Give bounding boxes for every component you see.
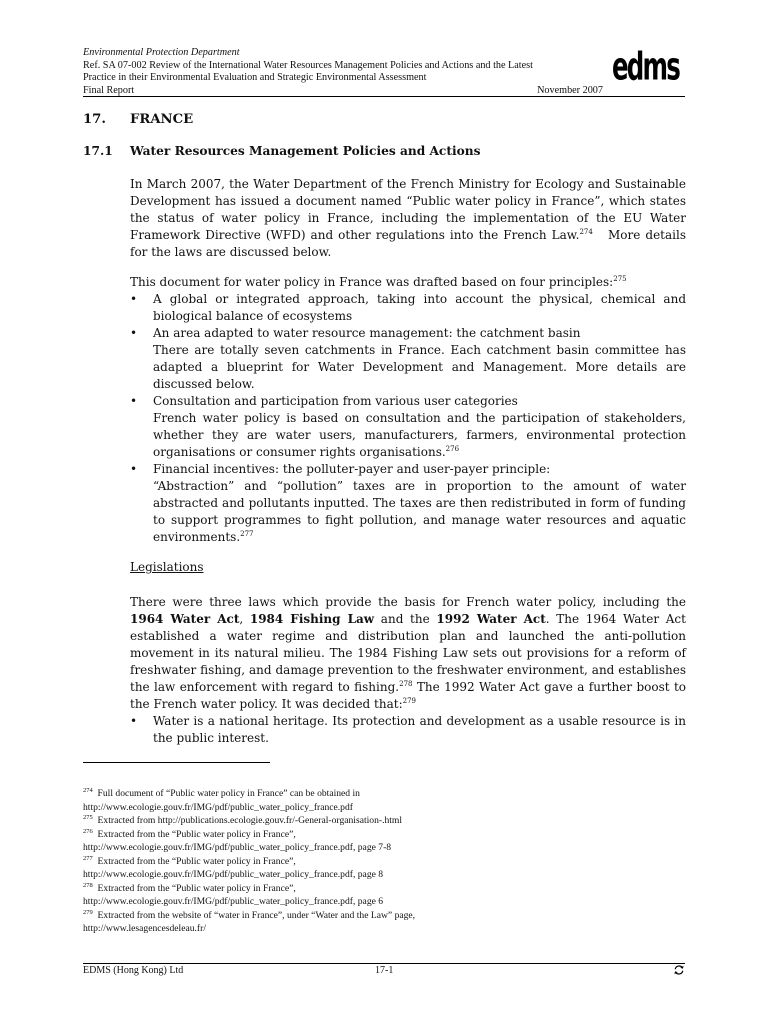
edms-logo: edms [612, 45, 680, 90]
list-item [130, 325, 686, 393]
section-title: FRANCE [130, 112, 194, 127]
principles-intro: This document for water policy in France was drafted based on four principles:$^{275}$ [130, 275, 627, 289]
principles-list [130, 291, 686, 546]
footnote-277: $^{277}$ Extracted from the “Public water policy in France”, [83, 854, 296, 867]
footnote-279: $^{279}$ Extracted from the website of “water in France”, under “Water and the Law” page, [83, 908, 416, 921]
principle-detail: “Abstraction” and “pollution” taxes are in proportion to the amount of water abstracted and pollutants inputted. The taxes are then redistributed in form of funding to support programmes to fight pollution, and manage water resources and aquatic environments. [153, 479, 686, 544]
recycle-icon [673, 964, 685, 976]
subsection-heading [83, 144, 480, 158]
law-1984-fishing-law: 1984 Fishing Law [249, 612, 375, 626]
footnote-ref-275[interactable]: 275 [613, 275, 627, 283]
footnote-277-url[interactable]: http://www.ecologie.gouv.fr/IMG/pdf/public_water_policy_france.pdf, page 8 [83, 869, 384, 880]
principle-detail-wrap [153, 478, 686, 546]
law-1964-water-act: 1964 Water Act [130, 612, 240, 626]
principle-head: A global or integrated approach, taking into account the physical, chemical and biological balance of ecosystems [153, 292, 686, 323]
footnote-278: $^{278}$ Extracted from the “Public water policy in France”, [83, 881, 296, 894]
header-department: Environmental Protection Department [83, 47, 240, 58]
footnote-ref-277[interactable]: 277 [240, 530, 254, 538]
footnote-274: $^{274}$ Full document of “Public water policy in France” can be obtained in [83, 786, 360, 799]
footer-page-number: 17-1 [375, 965, 394, 976]
principle-detail: French water policy is based on consultation and the participation of stakeholders, whether they are water users, manufacturers, farmers, environmental protection organisations or consumer rights organisations. [153, 411, 686, 459]
footnote-ref-279[interactable]: 279 [402, 697, 416, 705]
section-number: 17. [83, 112, 106, 127]
legislations-paragraph: There were three laws which provide the basis for French water policy, including the 1964 Water Act, 1984 Fishing Law and the 1992 Water Act. The 1964 Water Act established a water regime and distribution plan and launched the anti-pollution movement in its natural milieu. The 1984 Fishing Law sets out provisions for a reform of freshwater fishing, and damage prevention to the freshwater environment, and establishes the law enforcement with regard to fishing.$^{278}$ The 1992 Water Act gave a further boost to the French water policy. It was decided that:$^{279}$ • Water is a national heritage. Its protection and development as a usable resource is in the public interest. [130, 594, 686, 747]
principle-head: • An area adapted to water resource management: the catchment basin [153, 326, 581, 340]
principle-detail: There are totally seven catchments in France. Each catchment basin committee has adapted a blueprint for Water Development and Management. More details are discussed below. [153, 343, 686, 391]
header-ref-line1: Ref. SA 07-002 Review of the International Water Resources Management Policies and Actions and the Latest [83, 59, 533, 71]
footnote-ref-274[interactable]: 274 [579, 228, 593, 236]
list-item [130, 393, 686, 461]
principle-detail-wrap [153, 410, 686, 461]
footnote-276-url[interactable]: http://www.ecologie.gouv.fr/IMG/pdf/public_water_policy_france.pdf, page 7-8 [83, 842, 392, 853]
intro-paragraph [130, 176, 686, 261]
legislations-list [130, 713, 686, 747]
principle-head: • Consultation and participation from various user categories [153, 394, 518, 408]
page-header [83, 47, 603, 97]
header-report-type: Final Report [83, 84, 135, 96]
footnote-divider [83, 762, 270, 763]
footnote-275: $^{275}$ Extracted from http://publications.ecologie.gouv.fr/-General-organisation-.html [83, 813, 403, 826]
footer-divider [83, 963, 685, 964]
footnote-274-url[interactable]: http://www.ecologie.gouv.fr/IMG/pdf/public_water_policy_france.pdf [83, 801, 353, 813]
subsection-number: 17.1 [83, 144, 113, 158]
list-item [130, 461, 686, 546]
intro-text-after: More details for the laws are discussed below. [130, 228, 686, 259]
header-divider [83, 96, 685, 97]
footnote-ref-276[interactable]: 276 [445, 445, 460, 453]
footnote-ref-278[interactable]: 278 [399, 680, 413, 688]
subsection-title: Water Resources Management Policies and Actions [130, 144, 481, 158]
list-item: • Water is a national heritage. Its protection and development as a usable resource is in the public interest. [130, 713, 686, 747]
section-heading [83, 112, 193, 127]
footnote-278-url[interactable]: http://www.ecologie.gouv.fr/IMG/pdf/public_water_policy_france.pdf, page 6 [83, 896, 384, 907]
list-item [130, 291, 686, 325]
footnote-276: $^{276}$ Extracted from the “Public water policy in France”, [83, 827, 296, 840]
header-date: November 2007 [537, 84, 603, 96]
footer-company: EDMS (Hong Kong) Ltd [83, 965, 184, 976]
intro-text: In March 2007, the Water Department of the French Ministry for Ecology and Sustainable Development has issued a document named “Public water policy in France”, which states the status of water policy in France, including the implementation of the EU Water Framework Directive (WFD) and other regulations into the French Law. [130, 177, 686, 242]
footnotes [83, 787, 683, 936]
law-1992-water-act: 1992 Water Act [436, 612, 546, 626]
principle-head: • Financial incentives: the polluter-payer and user-payer principle: [153, 462, 551, 476]
footnote-279-url[interactable]: http://www.lesagencesdeleau.fr/ [83, 923, 206, 934]
legislations-heading: Legislations [130, 560, 204, 574]
principles-block [130, 274, 686, 546]
header-ref-line2: Practice in their Environmental Evaluation and Strategic Environmental Assessment [83, 72, 427, 84]
